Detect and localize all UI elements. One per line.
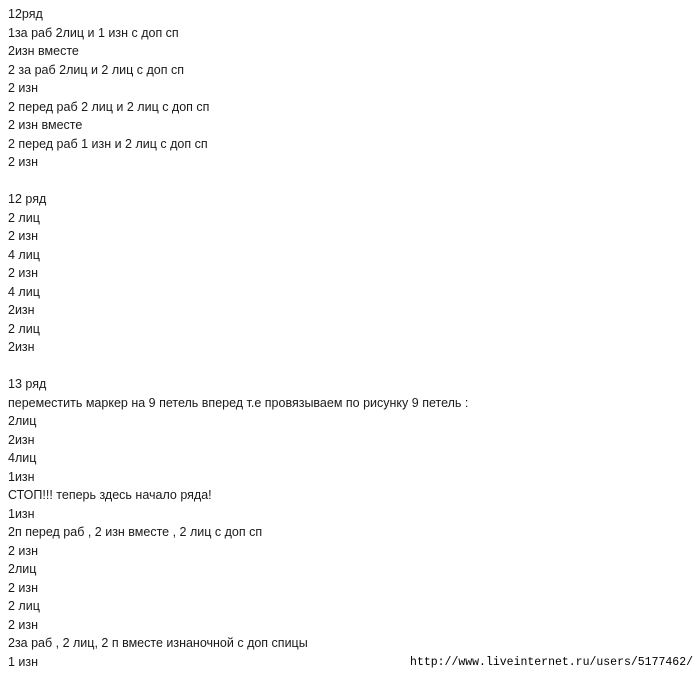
section-1-line: 2 за раб 2лиц и 2 лиц с доп сп — [8, 62, 184, 77]
section-3-heading: 13 ряд — [8, 377, 47, 391]
section-3-line: 1изн — [8, 469, 35, 484]
section-1-line: 2 изн — [8, 81, 39, 95]
section-1-heading: 12ряд — [8, 7, 43, 21]
blank-line — [8, 172, 688, 191]
section-1-line: 2 перед раб 2 лиц и 2 лиц с доп сп — [8, 99, 210, 114]
section-1-line: 2 перед раб 1 изн и 2 лиц с доп сп — [8, 136, 208, 151]
section-2-line: 2 лиц — [8, 210, 40, 225]
section-2-line: 4 лиц — [8, 247, 40, 262]
section-3-line: СТОП!!! теперь здесь начало ряда! — [8, 488, 212, 502]
document-body — [8, 5, 688, 671]
section-3-line: 2 изн — [8, 543, 39, 558]
section-3-line: 2лиц — [8, 414, 37, 428]
section-3-line: переместить маркер на 9 петель вперед т.е провязываем по рисунку 9 петель : — [8, 395, 469, 410]
section-3-line: 2лиц — [8, 562, 37, 576]
section-3-line: 2 изн — [8, 580, 39, 595]
section-3-line: 2п перед раб , 2 изн вместе , 2 лиц с доп сп — [8, 525, 263, 539]
section-3-line: 2 лиц — [8, 599, 40, 613]
section-2-line: 2изн — [8, 340, 35, 354]
section-3-line: 2за раб , 2 лиц, 2 п вместе изнаночной с доп спицы — [8, 636, 308, 650]
blank-line — [8, 357, 688, 376]
section-2-line: 2изн — [8, 303, 35, 317]
section-3-line: 1изн — [8, 506, 35, 521]
section-2-line: 2 изн — [8, 266, 39, 280]
section-3-line: 2 изн — [8, 617, 39, 632]
source-url-watermark: http://www.liveinternet.ru/users/5177462/ — [410, 656, 693, 669]
section-1-line: 2 изн — [8, 155, 39, 169]
section-2-line: 2 лиц — [8, 321, 40, 336]
section-3-line: 1 изн — [8, 654, 39, 669]
section-3-line: 2изн — [8, 432, 35, 447]
section-2-line: 4 лиц — [8, 284, 40, 299]
section-2-line: 2 изн — [8, 229, 39, 243]
section-1-line: 2изн вместе — [8, 44, 79, 58]
section-3-line: 4лиц — [8, 451, 37, 465]
section-1-line: 2 изн вместе — [8, 118, 83, 132]
section-1-line: 1за раб 2лиц и 1 изн с доп сп — [8, 25, 179, 40]
section-2-heading: 12 ряд — [8, 192, 47, 206]
